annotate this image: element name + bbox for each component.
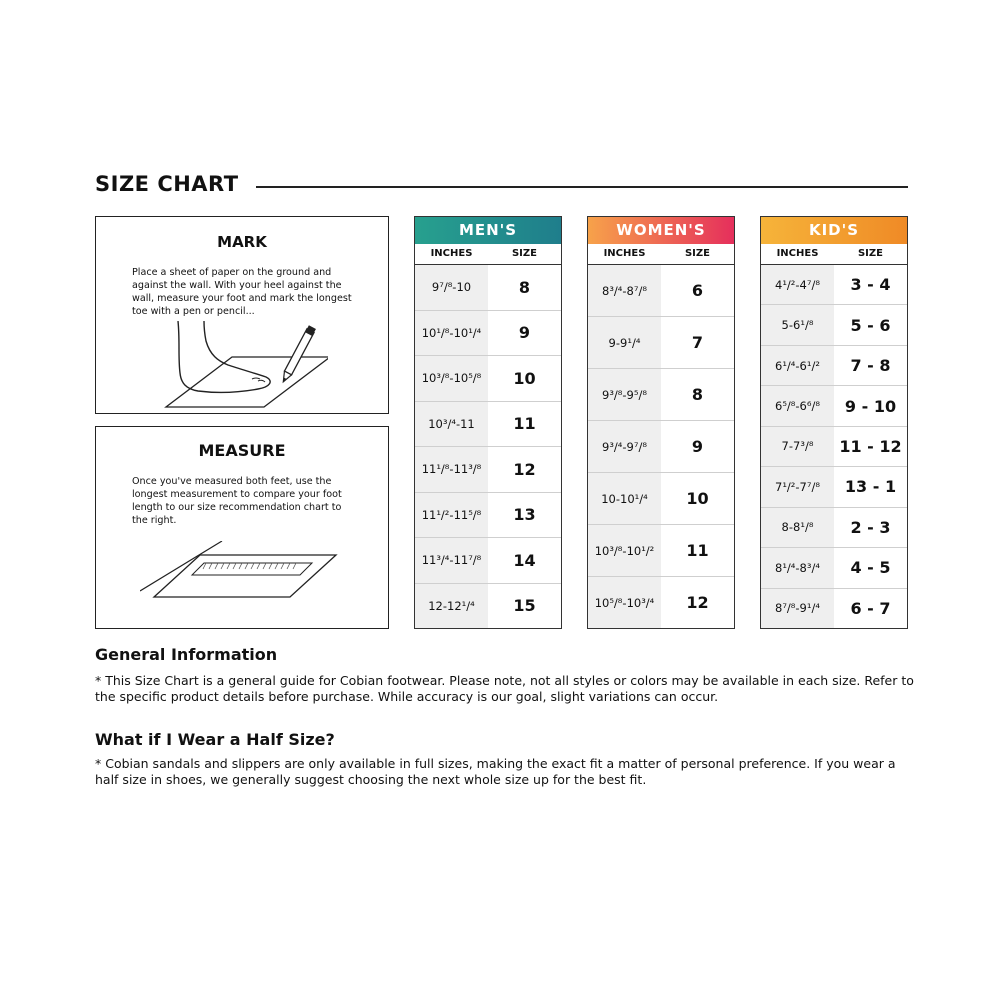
- table-row: [588, 368, 734, 420]
- size-cell: 9 - 10: [844, 396, 897, 416]
- table-row: [761, 265, 907, 304]
- general-info-text: * This Size Chart is a general guide for Cobian footwear. Please note, not all styles or colors may be available in each size. Refer to the specific product details before purchase. While accuracy is our goal, slight variations can occur.: [95, 673, 914, 704]
- table-row: [761, 466, 907, 506]
- mens-column-headers: [415, 244, 561, 265]
- table-row: [761, 385, 907, 425]
- half-size-text: * Cobian sandals and slippers are only available in full sizes, making the exact fit a matter of personal preference. If you wear a half size in shoes, we generally suggest choosing the next whole size up for the best fit.: [95, 756, 896, 787]
- mark-heading: MARK: [217, 233, 267, 251]
- inches-cell: 10-10¹/⁴: [588, 473, 661, 524]
- kids-rows: [761, 265, 907, 628]
- inches-cell: 11¹/⁸-11³/⁸: [415, 447, 488, 492]
- kids-table-title: KID'S: [761, 217, 907, 244]
- inches-cell: 8³/⁴-8⁷/⁸: [588, 265, 661, 316]
- table-row: [588, 420, 734, 472]
- table-row: [415, 401, 561, 447]
- inches-cell: 10¹/⁸-10¹/⁴: [415, 311, 488, 356]
- womens-size-header: SIZE: [684, 248, 710, 259]
- size-cell: 10: [686, 489, 709, 508]
- inches-cell: 9³/⁴-9⁷/⁸: [588, 421, 661, 472]
- size-cell: 4 - 5: [850, 558, 891, 578]
- size-cell: 7: [691, 333, 704, 352]
- inches-cell: 12-12¹/⁴: [415, 584, 488, 629]
- kids-size-table: [760, 216, 908, 629]
- size-cell: 8: [518, 277, 531, 297]
- size-cell: 13: [513, 505, 536, 525]
- inches-cell: 8¹/⁴-8³/⁴: [761, 548, 834, 587]
- inches-cell: 9⁷/⁸-10: [415, 265, 488, 310]
- kids-inches-header: INCHES: [776, 248, 819, 259]
- inches-cell: 7¹/²-7⁷/⁸: [761, 467, 834, 506]
- table-row: [588, 524, 734, 576]
- table-row: [415, 492, 561, 538]
- size-cell: 12: [686, 593, 709, 612]
- half-size-heading: What if I Wear a Half Size?: [95, 730, 335, 749]
- size-cell: 9: [518, 323, 531, 343]
- table-row: [761, 588, 907, 628]
- half-size-body: [95, 756, 915, 788]
- table-row: [761, 304, 907, 344]
- inches-cell: 10³/⁸-10¹/²: [588, 525, 661, 576]
- page-title: SIZE CHART: [95, 172, 239, 196]
- table-row: [761, 426, 907, 466]
- inches-cell: 11¹/²-11⁵/⁸: [415, 493, 488, 538]
- measure-panel: [95, 426, 389, 629]
- size-cell: 2 - 3: [850, 517, 891, 537]
- table-row: [761, 345, 907, 385]
- womens-column-headers: [588, 244, 734, 265]
- size-cell: 8: [691, 385, 704, 404]
- inches-cell: 8-8¹/⁸: [761, 508, 834, 547]
- mark-text: Place a sheet of paper on the ground and against the wall. With your heel against the wall, measure your foot and mark the longest toe with a pen or pencil...: [132, 267, 352, 317]
- size-cell: 6 - 7: [850, 598, 891, 618]
- table-row: [415, 355, 561, 401]
- size-cell: 13 - 1: [844, 477, 897, 497]
- size-cell: 12: [513, 459, 536, 479]
- table-row: [415, 310, 561, 356]
- measure-heading: MEASURE: [198, 441, 286, 460]
- table-row: [588, 316, 734, 368]
- table-row: [415, 583, 561, 629]
- table-row: [761, 507, 907, 547]
- mark-panel: [95, 216, 389, 414]
- title-divider: [256, 186, 908, 188]
- mens-size-table: [414, 216, 562, 629]
- measure-text: Once you've measured both feet, use the longest measurement to compare your foot length to our size recommendation chart to the right.: [132, 476, 342, 526]
- womens-table-title: WOMEN'S: [588, 217, 734, 244]
- womens-rows: [588, 265, 734, 628]
- mens-table-title: MEN'S: [415, 217, 561, 244]
- table-row: [588, 576, 734, 628]
- table-row: [415, 265, 561, 310]
- size-cell: 6: [691, 281, 704, 300]
- inches-cell: 10³/⁴-11: [415, 402, 488, 447]
- inches-cell: 7-7³/⁸: [761, 427, 834, 466]
- table-row: [415, 446, 561, 492]
- mens-rows: [415, 265, 561, 628]
- table-row: [415, 537, 561, 583]
- inches-cell: 5-6¹/⁸: [761, 305, 834, 344]
- general-info-section: [95, 645, 915, 664]
- kids-size-header: SIZE: [857, 248, 883, 259]
- title-row: [95, 172, 908, 202]
- womens-inches-header: INCHES: [603, 248, 646, 259]
- size-cell: 14: [513, 550, 536, 570]
- table-row: [588, 265, 734, 316]
- general-info-heading: General Information: [95, 645, 278, 664]
- inches-cell: 11³/⁴-11⁷/⁸: [415, 538, 488, 583]
- size-cell: 9: [691, 437, 704, 456]
- foot-marking-icon: [148, 321, 328, 411]
- size-cell: 10: [513, 368, 536, 388]
- size-cell: 15: [513, 596, 536, 616]
- inches-cell: 9-9¹/⁴: [588, 317, 661, 368]
- size-cell: 11 - 12: [839, 436, 902, 456]
- ruler-measure-icon: [140, 541, 340, 605]
- half-size-section: [95, 730, 915, 749]
- size-cell: 11: [513, 414, 536, 434]
- table-row: [761, 547, 907, 587]
- inches-cell: 6⁵/⁸-6⁶/⁸: [761, 386, 834, 425]
- inches-cell: 6¹/⁴-6¹/²: [761, 346, 834, 385]
- mens-inches-header: INCHES: [430, 248, 473, 259]
- general-info-body: [95, 673, 915, 705]
- size-cell: 7 - 8: [850, 356, 891, 376]
- inches-cell: 4¹/²-4⁷/⁸: [761, 265, 834, 304]
- size-cell: 3 - 4: [850, 275, 891, 295]
- inches-cell: 10⁵/⁸-10³/⁴: [588, 577, 661, 628]
- table-row: [588, 472, 734, 524]
- size-cell: 5 - 6: [850, 315, 891, 335]
- inches-cell: 8⁷/⁸-9¹/⁴: [761, 589, 834, 628]
- womens-size-table: [587, 216, 735, 629]
- inches-cell: 10³/⁸-10⁵/⁸: [415, 356, 488, 401]
- inches-cell: 9³/⁸-9⁵/⁸: [588, 369, 661, 420]
- mens-size-header: SIZE: [511, 248, 537, 259]
- size-cell: 11: [686, 541, 709, 560]
- kids-column-headers: [761, 244, 907, 265]
